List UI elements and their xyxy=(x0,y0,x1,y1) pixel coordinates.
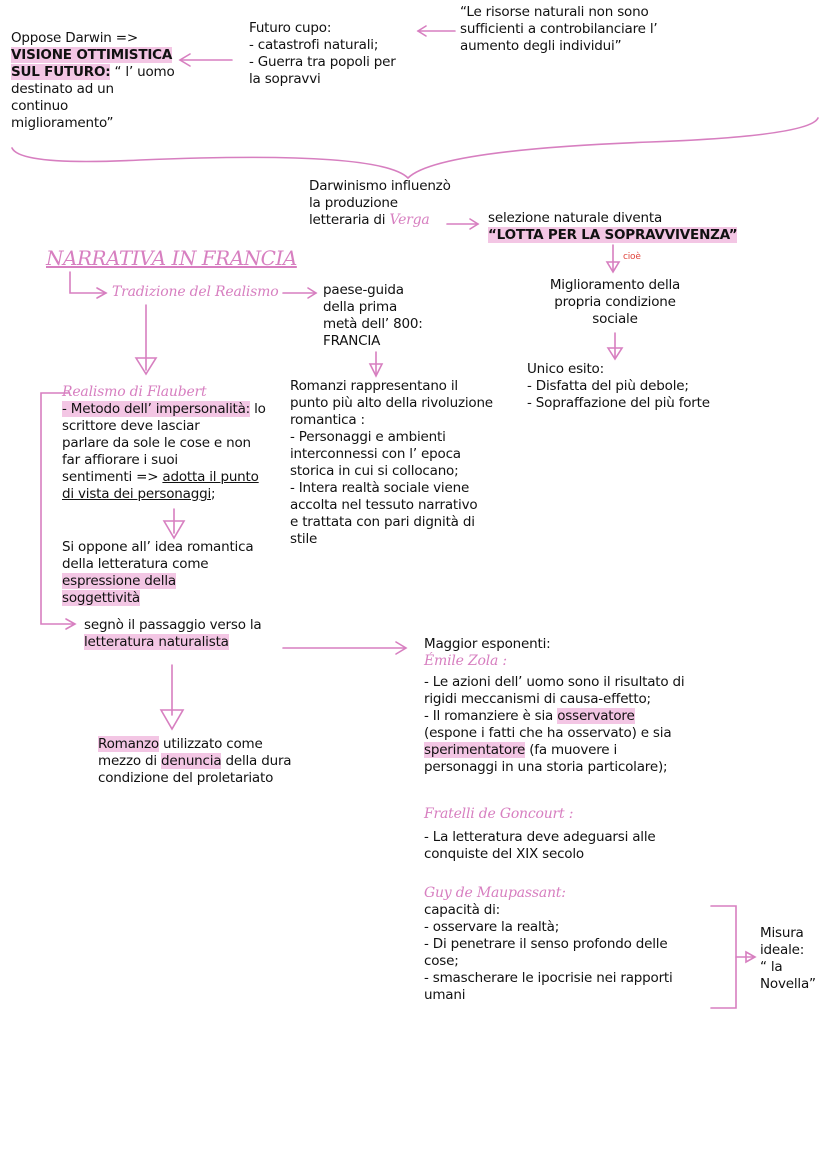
esito-block: Unico esito: - Disfatta del più debole; - Sopraffazione del più forte xyxy=(527,361,710,411)
darwinismo-block: Darwinismo influenzò la produzione letteraria di Verga xyxy=(309,178,451,228)
oppone-block: Si oppone all’ idea romantica della letteratura come espressione della soggettività xyxy=(62,539,254,606)
goncourt-block: Fratelli de Goncourt : - La letteratura deve adeguarsi alle conquiste del XIX secolo xyxy=(424,806,656,862)
verga-name: Verga xyxy=(389,212,430,228)
quote-block: “Le risorse naturali non sono sufficienti a controbilanciare l’ aumento degli individui” xyxy=(460,4,658,54)
tradizione-label: Tradizione del Realismo xyxy=(112,284,279,300)
zola-block: Maggior esponenti: Émile Zola : - Le azioni dell’ uomo sono il risultato di rigidi meccanismi di causa-effetto; - Il romanziere è sia osservatore (espone i fatti che ha osservato) e sia sperimentatore (fa muovere i personaggi in una storia particolare); xyxy=(424,636,685,775)
arrow-title-to-tradizione xyxy=(70,272,106,293)
paese-block: paese-guida della prima metà dell’ 800: FRANCIA xyxy=(323,282,423,349)
maupassant-name: Guy de Maupassant: xyxy=(424,885,566,901)
right-bracket xyxy=(711,906,736,1008)
miglioramento-block: Miglioramento della propria condizione sociale xyxy=(549,277,681,327)
flaubert-heading: Realismo di Flaubert xyxy=(62,384,207,400)
flaubert-block: Realismo di Flaubert - Metodo dell’ impersonalità: lo scrittore deve lasciar parlare da sole le cose e non far affiorare i suoi sentimenti => adotta il punto di vista dei personaggi; xyxy=(62,384,266,502)
misura-block: Misura ideale: “ la Novella” xyxy=(760,925,816,992)
zola-name: Émile Zola : xyxy=(424,653,507,669)
futuro-block: Futuro cupo: - catastrofi naturali; - Guerra tra popoli per la sopravvi xyxy=(249,20,396,87)
page-title: NARRATIVA IN FRANCIA xyxy=(46,246,297,270)
goncourt-name: Fratelli de Goncourt : xyxy=(424,806,574,822)
romanzi-block: Romanzi rappresentano il punto più alto della rivoluzione romantica : - Personaggi e ambienti interconnessi con l’ epoca storica in cui si collocano; - Intera realtà sociale viene accolta nel tessuto narrativo e trattata con pari dignità di stile xyxy=(290,378,493,547)
selezione-block: selezione naturale diventa “LOTTA PER LA SOPRAVVIVENZA” xyxy=(488,210,738,243)
passaggio-block: segnò il passaggio verso la letteratura naturalista xyxy=(84,617,262,650)
darwin-block: Oppose Darwin => VISIONE OTTIMISTICA SUL FUTURO: “ l’ uomo destinato ad un continuo miglioramento” xyxy=(11,30,175,131)
maupassant-block: Guy de Maupassant: capacità di: - osservare la realtà; - Di penetrare il senso profondo delle cose; - smascherare le ipocrisie nei rapporti umani xyxy=(424,885,673,1003)
cioe-note: cioè xyxy=(623,252,641,262)
denuncia-block: Romanzo utilizzato come mezzo di denuncia della dura condizione del proletariato xyxy=(98,736,292,786)
